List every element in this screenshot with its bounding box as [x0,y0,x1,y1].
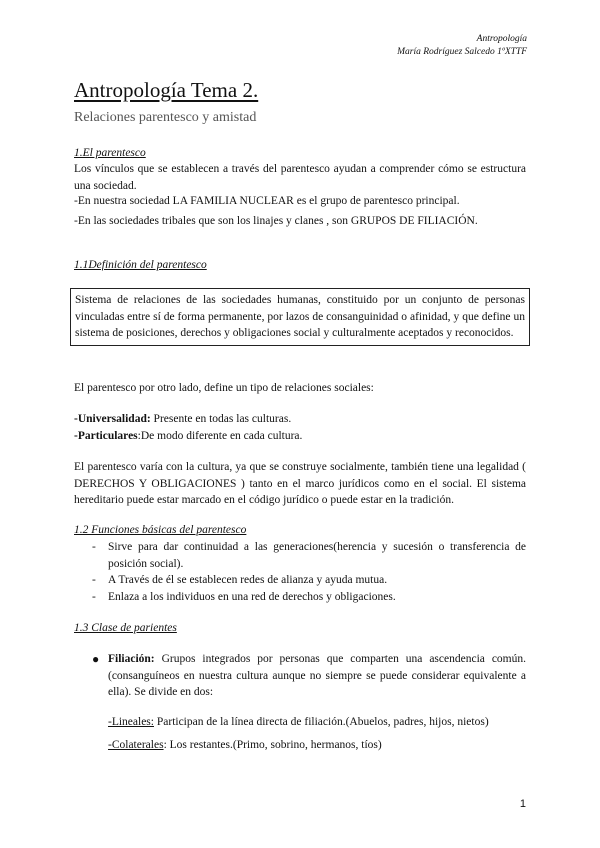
filiacion-bullet [92,651,526,701]
particulares-line [74,428,526,445]
lineales-line [108,714,528,731]
header-subject: Antropología [476,34,527,44]
funciones-list [92,539,526,605]
colaterales-label: -Colaterales [108,739,164,751]
filiacion-label: Filiación: [108,653,155,665]
section-heading-parentesco: 1.El parentesco [74,147,146,159]
paragraph-grupos-filiacion: -En las sociedades tribales que son los linajes y clanes , son GRUPOS DE FILIACIÓN. [74,215,478,227]
colaterales-line [108,737,528,754]
list-item: - A Través de él se establecen redes de alianza y ayuda mutua. [92,574,388,586]
header-author: María Rodríguez Salcedo 1ºXTTF [397,47,527,57]
list-item: - Sirve para dar continuidad a las generaciones(herencia y sucesión o transferencia de posición social). [92,541,526,570]
universalidad-label: -Universalidad: [74,413,151,425]
page-title: Antropología Tema 2. [74,78,259,102]
paragraph-familia-nuclear: -En nuestra sociedad LA FAMILIA NUCLEAR es el grupo de parentesco principal. [74,195,460,207]
colaterales-text: : Los restantes.(Primo, sobrino, hermanos, tíos) [163,739,382,751]
particulares-label: -Particulares [74,430,138,442]
section-heading-funciones: 1.2 Funciones básicas del parentesco [74,524,247,536]
list-item: - Enlaza a los individuos en una red de derechos y obligaciones. [92,590,396,603]
definition-box: Sistema de relaciones de las sociedades humanas, constituido por un conjunto de personas vinculadas entre sí de forma permanente, por lazos de consanguinidad o afinidad, y que define un sistema de posiciones, derechos y obligaciones social y culturalmente aceptados y reconocidos. [70,288,530,346]
page-subtitle: Relaciones parentesco y amistad [74,110,257,125]
paragraph-vinculos: Los vínculos que se establecen a través del parentesco ayudan a comprender cómo se estructura una sociedad. [74,163,526,192]
universalidad-text: Presente en todas las culturas. [150,413,292,425]
paragraph-relaciones-sociales: El parentesco por otro lado, define un tipo de relaciones sociales: [74,382,374,394]
bullet-dot-icon: ● [92,652,100,666]
filiacion-text: Grupos integrados por personas que comparten una ascendencia común. (consanguíneos en nuestra cultura aunque no siempre se puede considerar equivalente a ella). Se divide en dos: [108,653,526,698]
page-number: 1 [519,798,526,810]
lineales-text: Participan de la línea directa de filiación.(Abuelos, padres, hijos, nietos) [153,716,489,728]
lineales-label: -Lineales: [108,716,154,728]
paragraph-varia-cultura: El parentesco varía con la cultura, ya que se construye socialmente, también tiene una legalidad ( DERECHOS Y OBLIGACIONES ) tanto en el marco jurídicos como en el social. El sistema hereditario puede estar marcado en el código jurídico o puede estar en la tradición. [74,461,526,506]
universalidad-line [74,411,526,428]
section-heading-definicion: 1.1Definición del parentesco [74,259,207,271]
section-heading-clase-parientes: 1.3 Clase de parientes [74,622,177,634]
particulares-text: :De modo diferente en cada cultura. [137,430,303,442]
